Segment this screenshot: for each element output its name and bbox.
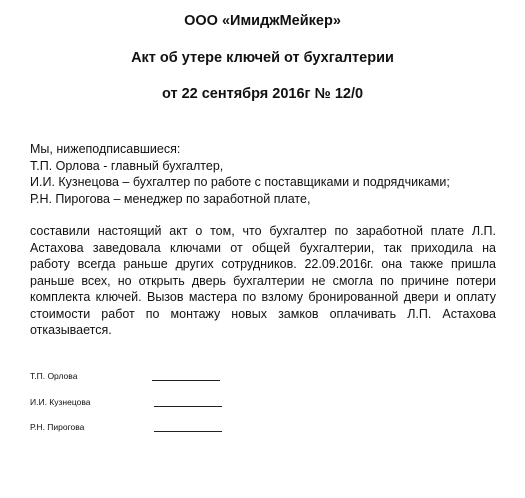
signature-row <box>30 370 290 384</box>
act-title: Акт об утере ключей от бухгалтерии <box>131 50 394 66</box>
act-body-paragraph <box>30 223 496 339</box>
signatory-name: Т.П. Орлова <box>30 371 78 381</box>
signatory-name: Р.Н. Пирогова <box>30 422 85 432</box>
signature-row <box>30 396 290 410</box>
body-line: составили настоящий акт о том, что бухгалтер по заработной плате Л.П. <box>30 224 496 238</box>
body-line: стоимости работ по монтажу новых замков оплачивать Л.П. Астахова <box>30 306 496 321</box>
signature-line <box>154 406 222 407</box>
act-date-number: от 22 сентября 2016г № 12/0 <box>161 86 364 102</box>
body-line: Астахова заведовала ключами от общей бухгалтерии, так приходила на <box>30 240 496 255</box>
body-line: раньше всех, но открыть дверь бухгалтерии не смогла по причине потери <box>30 273 496 288</box>
signature-line <box>154 431 222 432</box>
signatory-line: Т.П. Орлова - главный бухгалтер, <box>30 158 224 173</box>
signature-line <box>152 380 220 381</box>
intro-lead: Мы, нижеподписавшиеся: <box>30 142 181 156</box>
body-line: комплекта ключей. Вызов мастера по взлому бронированной двери и оплату <box>30 290 496 304</box>
signatory-line: И.И. Кузнецова – бухгалтер по работе с поставщиками и подрядчиками; <box>30 175 450 189</box>
signatory-line: Р.Н. Пирогова – менеджер по заработной плате, <box>30 191 311 206</box>
signature-row <box>30 421 290 435</box>
signatory-name: И.И. Кузнецова <box>30 397 91 407</box>
body-line: работу всегда раньше других сотрудников. 22.09.2016г. она также пришла <box>30 257 496 271</box>
organization-name: ООО «ИмиджМейкер» <box>184 13 341 29</box>
body-line: отказывается. <box>30 323 112 337</box>
signatories-intro <box>30 141 500 207</box>
